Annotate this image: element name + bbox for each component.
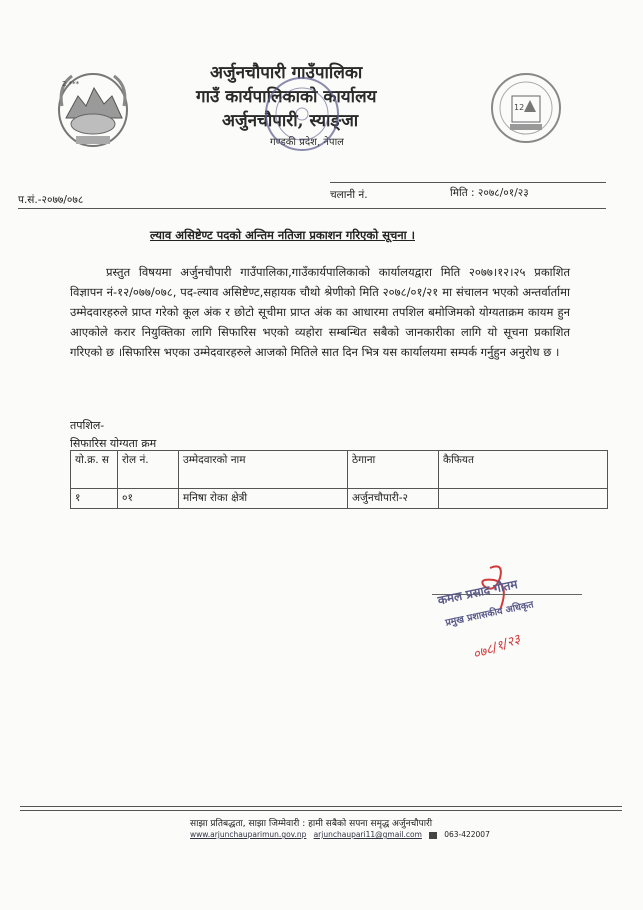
header-line-3: अर्जुनचौपारी, स्याङ्जा (222, 111, 359, 131)
header-line-1: अर्जुनचौपारी गाउँपालिका (210, 63, 363, 83)
office-stamp-icon (262, 74, 342, 154)
table-cell: अर्जुनचौपारी-२ (348, 489, 439, 509)
signatory-name: कमल प्रसाद गौतम (436, 577, 519, 608)
dispatch-number: चलानी नं. (330, 189, 368, 201)
table-header-cell: उम्मेदवारको नाम (179, 451, 348, 489)
details-label: तपशिल- (70, 419, 105, 432)
footer-divider-top (20, 806, 622, 807)
reference-divider (18, 208, 606, 209)
table-header-cell: रोल नं. (118, 451, 179, 489)
table-header-cell: कैफियत (439, 451, 608, 489)
table-cell: १ (71, 489, 118, 509)
notice-title: ल्याव असिष्टेण्ट पदको अन्तिम नतिजा प्रकाशन गरिएको सूचना । (150, 228, 416, 242)
email-link[interactable]: arjunchaupari11@gmail.com (313, 830, 422, 839)
header-line-4: गण्डकी प्रदेश, नेपाल (270, 137, 344, 148)
footer-slogan: साझा प्रतिबद्धता, साझा जिम्मेवारी : हामी सबैको सपना समृद्ध अर्जुनचौपारी (190, 819, 433, 829)
header-line-2: गाउँ कार्यपालिकाको कार्यालय (196, 87, 377, 107)
table-row (71, 489, 608, 509)
header-divider (330, 182, 606, 183)
svg-text:2 ***: 2 *** (62, 80, 80, 88)
notice-body: प्रस्तुत विषयमा अर्जुनचौपारी गाउँपालिका,गाउँकार्यपालिकाको कार्यालयद्वारा मिति २०७७।१२।२५ प्रकाशित विज्ञापन नं-१२/०७७/०७८, पद-ल्याव असिष्टेण्ट,सहायक चौथो श्रेणीको मिति २०७८/०१/२१ मा संचालन भएको अन्तर्वार्तामा उम्मेदवारहरुले प्राप्त गरेको कूल अंक र छोटो सूचीमा प्राप्त अंक का आधारमा तपशिल बमोजिमको योग्यताक्रम कायम हुन आएकोले करार नियुक्तिका लागि सिफारिस भएको व्यहोरा सम्बन्धित सबैको जानकारीका लागि यो सूचना प्रकाशित गरिएको छ ।सिफारिस भएका उम्मेदवारहरुले आजको मितिले सात दिन भित्र यस कार्यालयमा सम्पर्क गर्नुहुन अनुरोध छ । (70, 265, 570, 359)
footer-divider-bottom (20, 810, 622, 811)
table-cell: ०१ (118, 489, 179, 509)
svg-text:12: 12 (514, 103, 525, 112)
recommendation-table (70, 450, 608, 509)
phone-number: 063-422007 (444, 830, 490, 839)
table-header-cell: यो.क्र. स (71, 451, 118, 489)
table-header-cell: ठेगाना (348, 451, 439, 489)
reference-number: प.सं.-२०७७/०७८ (18, 194, 84, 206)
table-cell (439, 489, 608, 509)
phone-icon (429, 832, 437, 839)
municipality-logo-icon (490, 70, 562, 146)
signatory-title: प्रमुख प्रशासकीय अधिकृत (444, 599, 535, 629)
footer-contacts (190, 830, 490, 839)
handwritten-date: ०७८/१/२३ (471, 631, 523, 663)
website-link[interactable]: www.arjunchauparimun.gov.np (190, 830, 307, 839)
nepal-emblem-icon (56, 66, 130, 150)
table-header-row (71, 451, 608, 489)
issue-date: मिति : २०७८/०१/२३ (450, 187, 529, 199)
list-label: सिफारिस योग्यता क्रम (70, 437, 157, 450)
table-cell: मनिषा रोका क्षेत्री (179, 489, 348, 509)
